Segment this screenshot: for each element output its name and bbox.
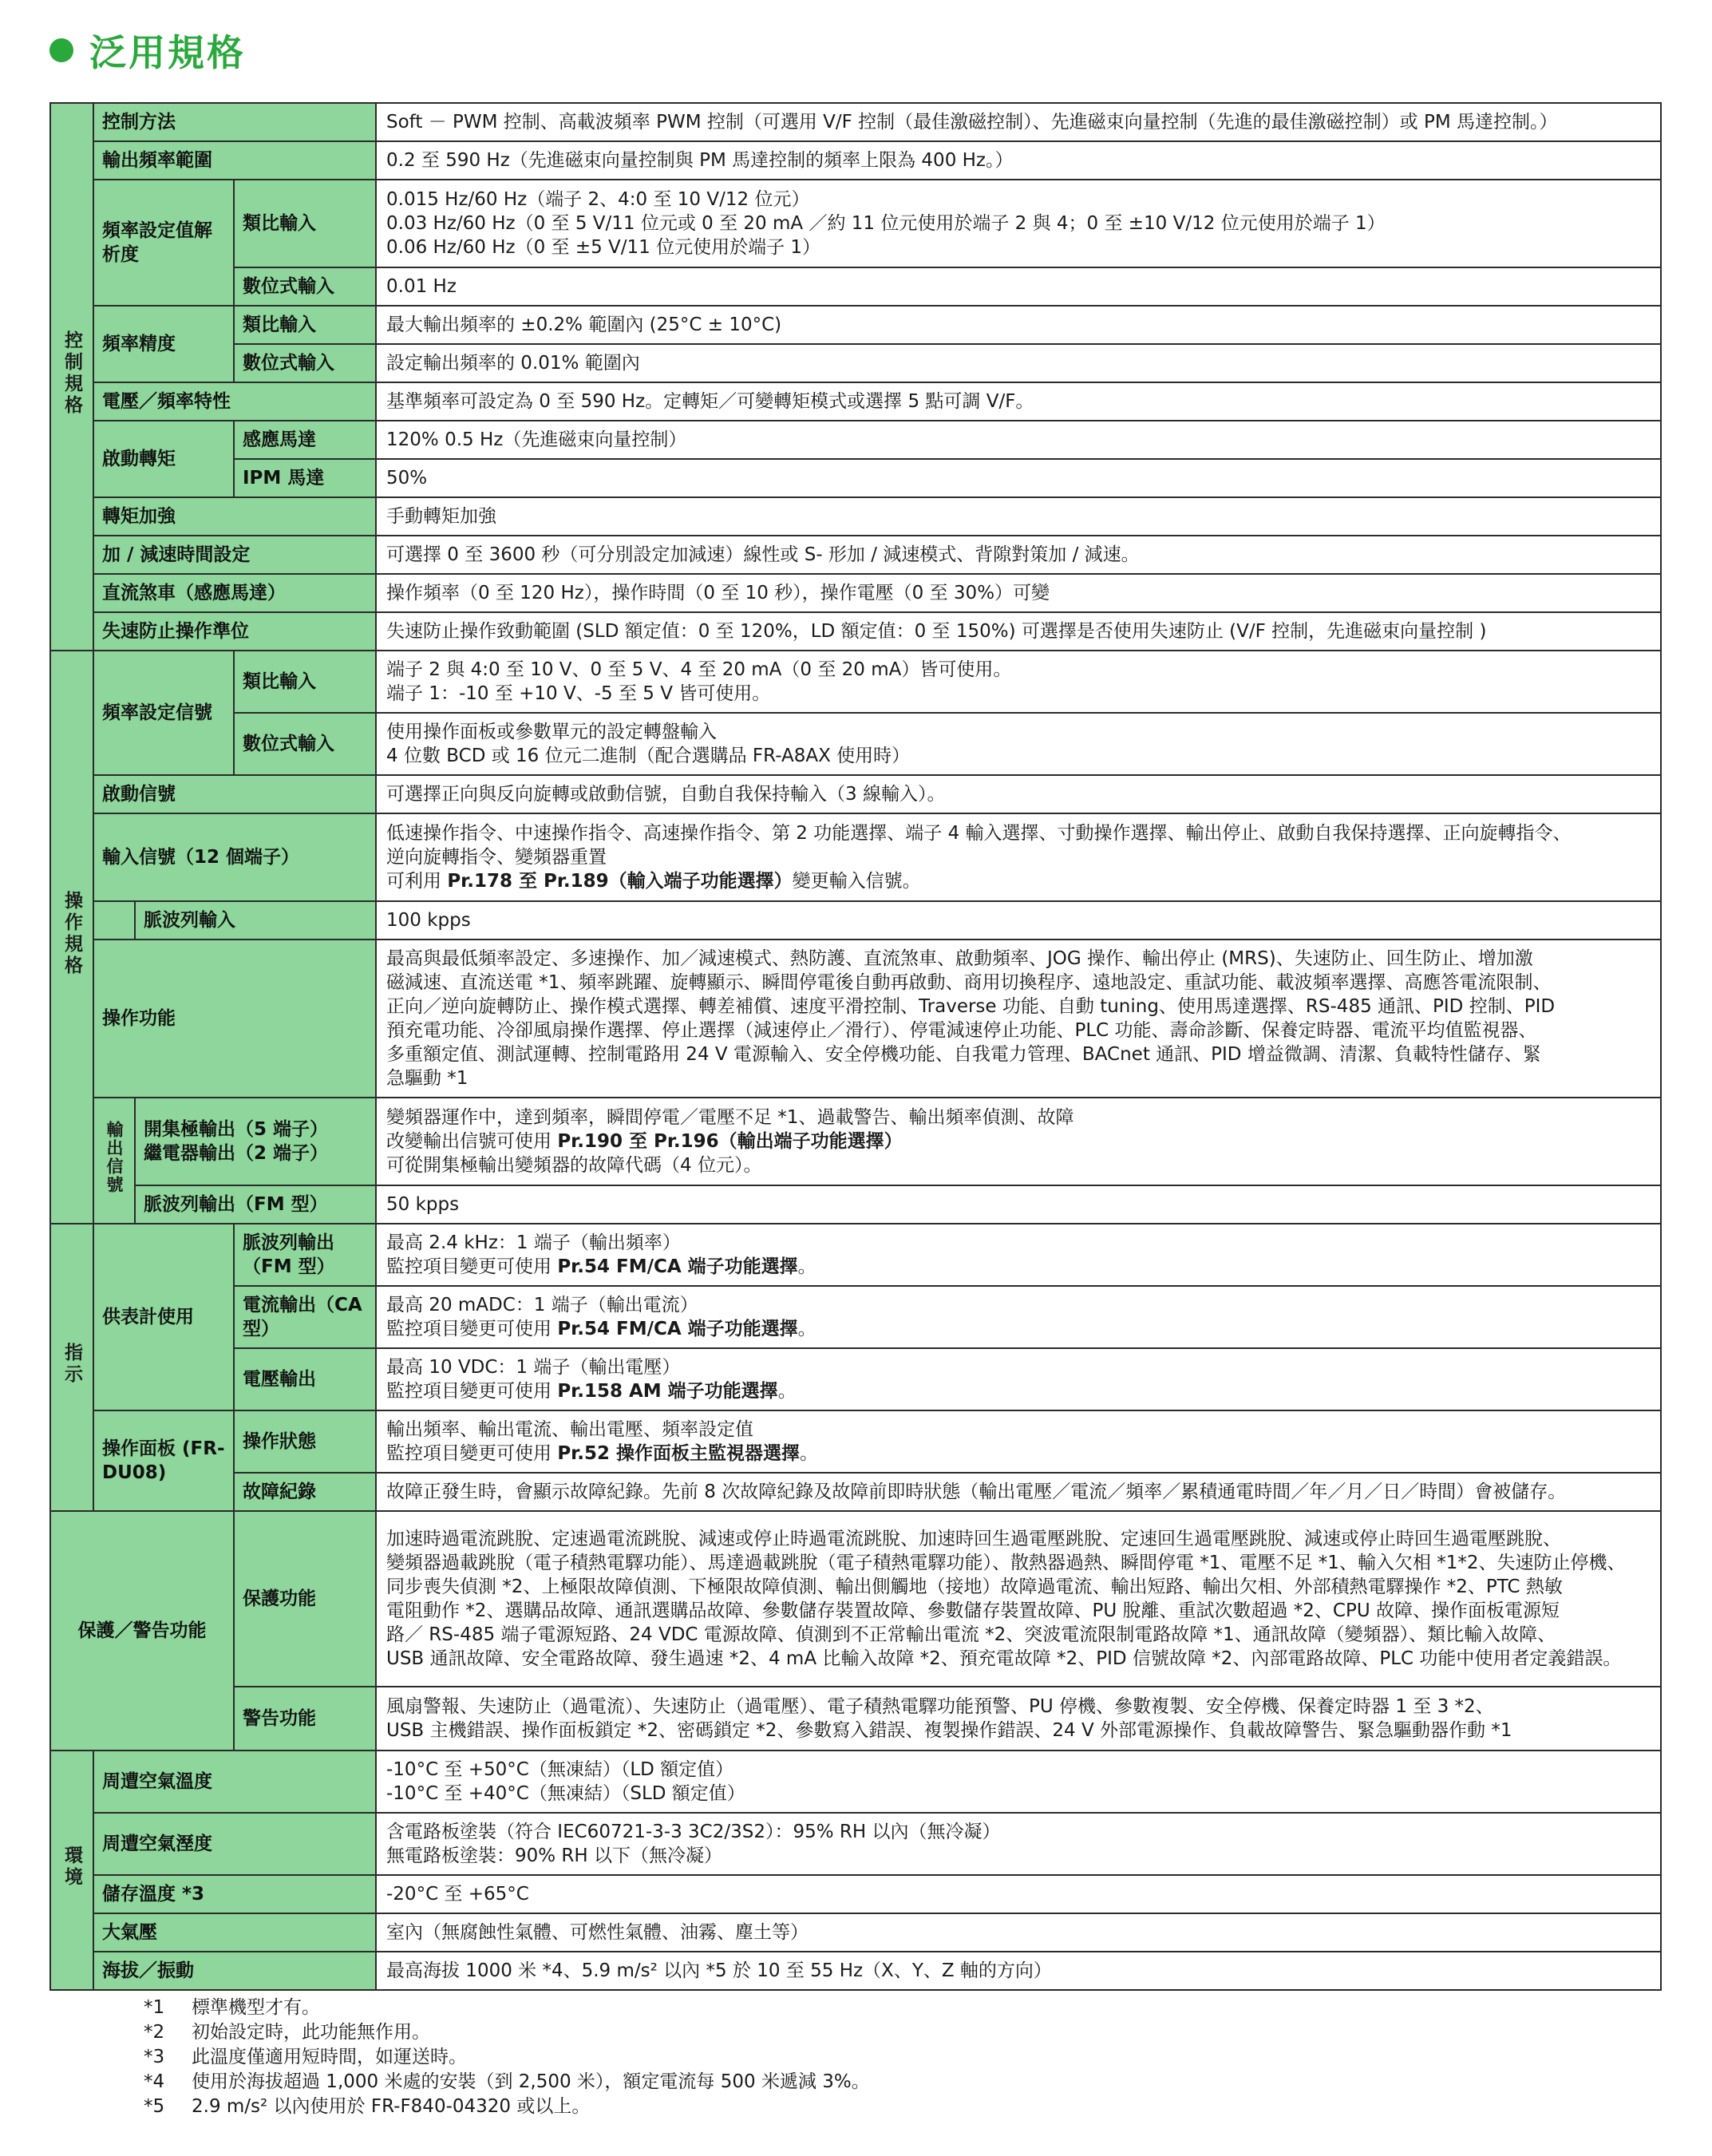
row-value: 操作頻率（0 至 120 Hz），操作時間（0 至 10 秒），操作電壓（0 至 30%）可變 [376, 574, 1661, 612]
section-control: 控制規格 [50, 103, 93, 651]
page-title [49, 24, 246, 77]
row-label: 啟動信號 [93, 775, 376, 813]
sub-label: 電流輸出（CA 型） [234, 1286, 376, 1348]
section-indication: 指示 [50, 1224, 93, 1511]
row-value: 設定輸出頻率的 0.01% 範圍內 [376, 344, 1661, 382]
sub-label: 類比輸入 [234, 180, 376, 267]
row-value: 加速時過電流跳脫、定速過電流跳脫、減速或停止時過電流跳脫、加速時回生過電壓跳脫、定速回生過電壓跳脫、減速或停止時回生過電壓跳脫、 變頻器過載跳脫（電子積熱電驛功能）、馬達過載跳脫（電子積熱電驛功能）、散熱器過熱、瞬間停電 *1、電壓不足 *1、輸入欠相 *1*2、失速防止停機、 同步喪失偵測 *2、上極限故障偵測、下極限故障偵測、輸出側觸地（接地）故障過電流、輸出短路、輸出欠相、外部積熱電驛操作 *2、PTC 熱敏 電阻動作 *2、選購品故障、通訊選購品故障、參數儲存裝置故障、參數儲存裝置故障、PU 脫離、重試次數超過 *2、CPU 故障、操作面板電源短 路／ RS-485 端子電源短路、24 VDC 電源故障、偵測到不正常輸出電流 *2、突波電流限制電路故障 *1、通訊故障（變頻器）、類比輸入故障、 USB 通訊故障、安全電路故障、發生過速 *2、4 mA 比輸入故障 *2、預充電故障 *2、PID 信號故障 *2、內部電路故障、PLC 功能中使用者定義錯誤。 [376, 1511, 1661, 1687]
row-value: 故障正發生時，會顯示故障紀錄。先前 8 次故障紀錄及故障前即時狀態（輸出電壓／電流／頻率／累積通電時間／年／月／日／時間）會被儲存。 [376, 1473, 1661, 1511]
row-label: 周遭空氣溫度 [93, 1751, 376, 1813]
row-value: 最高 2.4 kHz：1 端子（輸出頻率） 監控項目變更可使用 Pr.54 FM/CA 端子功能選擇。 [376, 1224, 1661, 1286]
sub-label: 數位式輸入 [234, 267, 376, 306]
row-value: 可選擇正向與反向旋轉或啟動信號，自動自我保持輸入（3 線輸入）。 [376, 775, 1661, 813]
row-value: 最大輸出頻率的 ±0.2% 範圍內 (25°C ± 10°C) [376, 306, 1661, 344]
row-label: 脈波列輸出（FM 型） [135, 1185, 376, 1224]
row-label: 頻率精度 [93, 306, 234, 382]
sub-label: 警告功能 [234, 1687, 376, 1751]
row-value: -20°C 至 +65°C [376, 1875, 1661, 1913]
section-environment: 環境 [50, 1751, 93, 1990]
sub-label: IPM 馬達 [234, 459, 376, 497]
sub-label: 操作狀態 [234, 1410, 376, 1473]
row-value: Soft － PWM 控制、高載波頻率 PWM 控制（可選用 V/F 控制（最佳激磁控制）、先進磁束向量控制（先進的最佳激磁控制）或 PM 馬達控制。） [376, 103, 1661, 141]
bullet-icon [49, 38, 73, 62]
row-label: 頻率設定值解析度 [93, 180, 234, 306]
row-value: 變頻器運作中，達到頻率，瞬間停電／電壓不足 *1、過載警告、輸出頻率偵測、故障 改變輸出信號可使用 Pr.190 至 Pr.196（輸出端子功能選擇） 可從開集極輸出變頻器的故障代碼（4 位元）。 [376, 1098, 1661, 1185]
footnote: *4 使用於海拔超過 1,000 米處的安裝（到 2,500 米），額定電流每 500 米遞減 3%。 [144, 2071, 870, 2092]
row-value: 低速操作指令、中速操作指令、高速操作指令、第 2 功能選擇、端子 4 輸入選擇、寸動操作選擇、輸出停止、啟動自我保持選擇、正向旋轉指令、 逆向旋轉指令、變頻器重置 可利用 Pr.178 至 Pr.189（輸入端子功能選擇）變更輸入信號。 [376, 813, 1661, 901]
row-label: 操作面板 (FR-DU08) [93, 1410, 234, 1511]
row-value: 100 kpps [376, 901, 1661, 940]
footnote: *1 標準機型才有。 [144, 1997, 320, 2018]
row-label: 啟動轉矩 [93, 421, 234, 497]
row-label: 操作功能 [93, 940, 376, 1098]
row-value: 可選擇 0 至 3600 秒（可分別設定加減速）線性或 S- 形加 / 減速模式、背隙對策加 / 減速。 [376, 536, 1661, 574]
row-label: 脈波列輸入 [135, 901, 376, 940]
footnotes [144, 1996, 870, 2119]
row-value: -10°C 至 +50°C（無凍結）（LD 額定值） -10°C 至 +40°C（無凍結）（SLD 額定值） [376, 1751, 1661, 1813]
row-value: 最高與最低頻率設定、多速操作、加／減速模式、熱防護、直流煞車、啟動頻率、JOG 操作、輸出停止 (MRS)、失速防止、回生防止、增加激 磁減速、直流送電 *1、頻率跳躍、旋轉顯示、瞬間停電後自動再啟動、商用切換程序、遠地設定、重試功能、載波頻率選擇、高應答電流限制、 正向／逆向旋轉防止、操作模式選擇、轉差補償、速度平滑控制、Traverse 功能、自動 tuning、使用馬達選擇、RS-485 通訊、PID 控制、PID 預充電功能、冷卻風扇操作選擇、停止選擇（減速停止／滑行）、停電減速停止功能、PLC 功能、壽命診斷、保養定時器、電流平均值監視器、 多重額定值、測試運轉、控制電路用 24 V 電源輸入、安全停機功能、自我電力管理、BACnet 通訊、PID 增益微調、清潔、負載特性儲存、緊 急驅動 *1 [376, 940, 1661, 1098]
sub-label: 感應馬達 [234, 421, 376, 459]
group-output-signal: 輸出信號 [93, 1098, 135, 1224]
row-label: 輸入信號（12 個端子） [93, 813, 376, 901]
row-value: 50 kpps [376, 1185, 1661, 1224]
sub-label: 故障紀錄 [234, 1473, 376, 1511]
row-value: 含電路板塗裝（符合 IEC60721-3-3 3C2/3S2）：95% RH 以內（無冷凝） 無電路板塗裝：90% RH 以下（無冷凝） [376, 1813, 1661, 1875]
row-label: 大氣壓 [93, 1913, 376, 1952]
row-label: 控制方法 [93, 103, 376, 141]
indent-cell [93, 901, 135, 940]
row-label: 周遭空氣溼度 [93, 1813, 376, 1875]
row-label: 海拔／振動 [93, 1952, 376, 1990]
page-title-text: 泛用規格 [89, 31, 246, 74]
row-value: 120% 0.5 Hz（先進磁束向量控制） [376, 421, 1661, 459]
row-label: 失速防止操作準位 [93, 612, 376, 651]
row-value: 最高 20 mADC：1 端子（輸出電流） 監控項目變更可使用 Pr.54 FM/CA 端子功能選擇。 [376, 1286, 1661, 1348]
row-value: 使用操作面板或參數單元的設定轉盤輸入 4 位數 BCD 或 16 位元二進制（配合選購品 FR-A8AX 使用時） [376, 713, 1661, 775]
row-value: 0.015 Hz/60 Hz（端子 2、4:0 至 10 V/12 位元） 0.03 Hz/60 Hz（0 至 5 V/11 位元或 0 至 20 mA ／約 11 位元使用於端子 2 與 4；0 至 ±10 V/12 位元使用於端子 1） 0.06 Hz/60 Hz（0 至 ±5 V/11 位元使用於端子 1） [376, 180, 1661, 267]
footnote: *2 初始設定時，此功能無作用。 [144, 2022, 430, 2043]
row-label: 加 / 減速時間設定 [93, 536, 376, 574]
row-value: 基準頻率可設定為 0 至 590 Hz。定轉矩／可變轉矩模式或選擇 5 點可調 V/F。 [376, 382, 1661, 421]
row-value: 室內（無腐蝕性氣體、可燃性氣體、油霧、塵土等） [376, 1913, 1661, 1952]
sub-label: 脈波列輸出（FM 型） [234, 1224, 376, 1286]
row-value: 0.01 Hz [376, 267, 1661, 306]
row-label: 轉矩加強 [93, 497, 376, 536]
row-value: 0.2 至 590 Hz（先進磁束向量控制與 PM 馬達控制的頻率上限為 400 Hz。） [376, 141, 1661, 180]
row-label: 頻率設定信號 [93, 651, 234, 775]
sub-label: 數位式輸入 [234, 713, 376, 775]
section-operation: 操作規格 [50, 651, 93, 1224]
footnote: *5 2.9 m/s² 以內使用於 FR-F840-04320 或以上。 [144, 2096, 591, 2117]
row-label: 儲存溫度 *3 [93, 1875, 376, 1913]
sub-label: 保護功能 [234, 1511, 376, 1687]
row-value: 最高 10 VDC：1 端子（輸出電壓） 監控項目變更可使用 Pr.158 AM 端子功能選擇。 [376, 1348, 1661, 1410]
sub-label: 類比輸入 [234, 651, 376, 713]
row-value: 50% [376, 459, 1661, 497]
footnote: *3 此溫度僅適用短時間，如運送時。 [144, 2047, 467, 2067]
row-label: 供表計使用 [93, 1224, 234, 1410]
row-value: 最高海拔 1000 米 *4、5.9 m/s² 以內 *5 於 10 至 55 Hz（X、Y、Z 軸的方向） [376, 1952, 1661, 1990]
section-protection: 保護／警告功能 [50, 1511, 234, 1751]
row-value: 端子 2 與 4:0 至 10 V、0 至 5 V、4 至 20 mA（0 至 20 mA）皆可使用。 端子 1：-10 至 +10 V、-5 至 5 V 皆可使用。 [376, 651, 1661, 713]
sub-label: 電壓輸出 [234, 1348, 376, 1410]
spec-table [49, 102, 1662, 1991]
sub-label: 類比輸入 [234, 306, 376, 344]
row-value: 失速防止操作致動範圍 (SLD 額定值：0 至 120%，LD 額定值：0 至 150%) 可選擇是否使用失速防止 (V/F 控制，先進磁束向量控制 ) [376, 612, 1661, 651]
row-label: 電壓／頻率特性 [93, 382, 376, 421]
row-value: 輸出頻率、輸出電流、輸出電壓、頻率設定值 監控項目變更可使用 Pr.52 操作面板主監視器選擇。 [376, 1410, 1661, 1473]
row-value: 風扇警報、失速防止（過電流）、失速防止（過電壓）、電子積熱電驛功能預警、PU 停機、參數複製、安全停機、保養定時器 1 至 3 *2、 USB 主機錯誤、操作面板鎖定 *2、密碼鎖定 *2、參數寫入錯誤、複製操作錯誤、24 V 外部電源操作、負載故障警告、緊急驅動器作動 *1 [376, 1687, 1661, 1751]
row-label: 輸出頻率範圍 [93, 141, 376, 180]
sub-label: 數位式輸入 [234, 344, 376, 382]
row-label: 開集極輸出（5 端子） 繼電器輸出（2 端子） [135, 1098, 376, 1185]
row-label: 直流煞車（感應馬達） [93, 574, 376, 612]
row-value: 手動轉矩加強 [376, 497, 1661, 536]
